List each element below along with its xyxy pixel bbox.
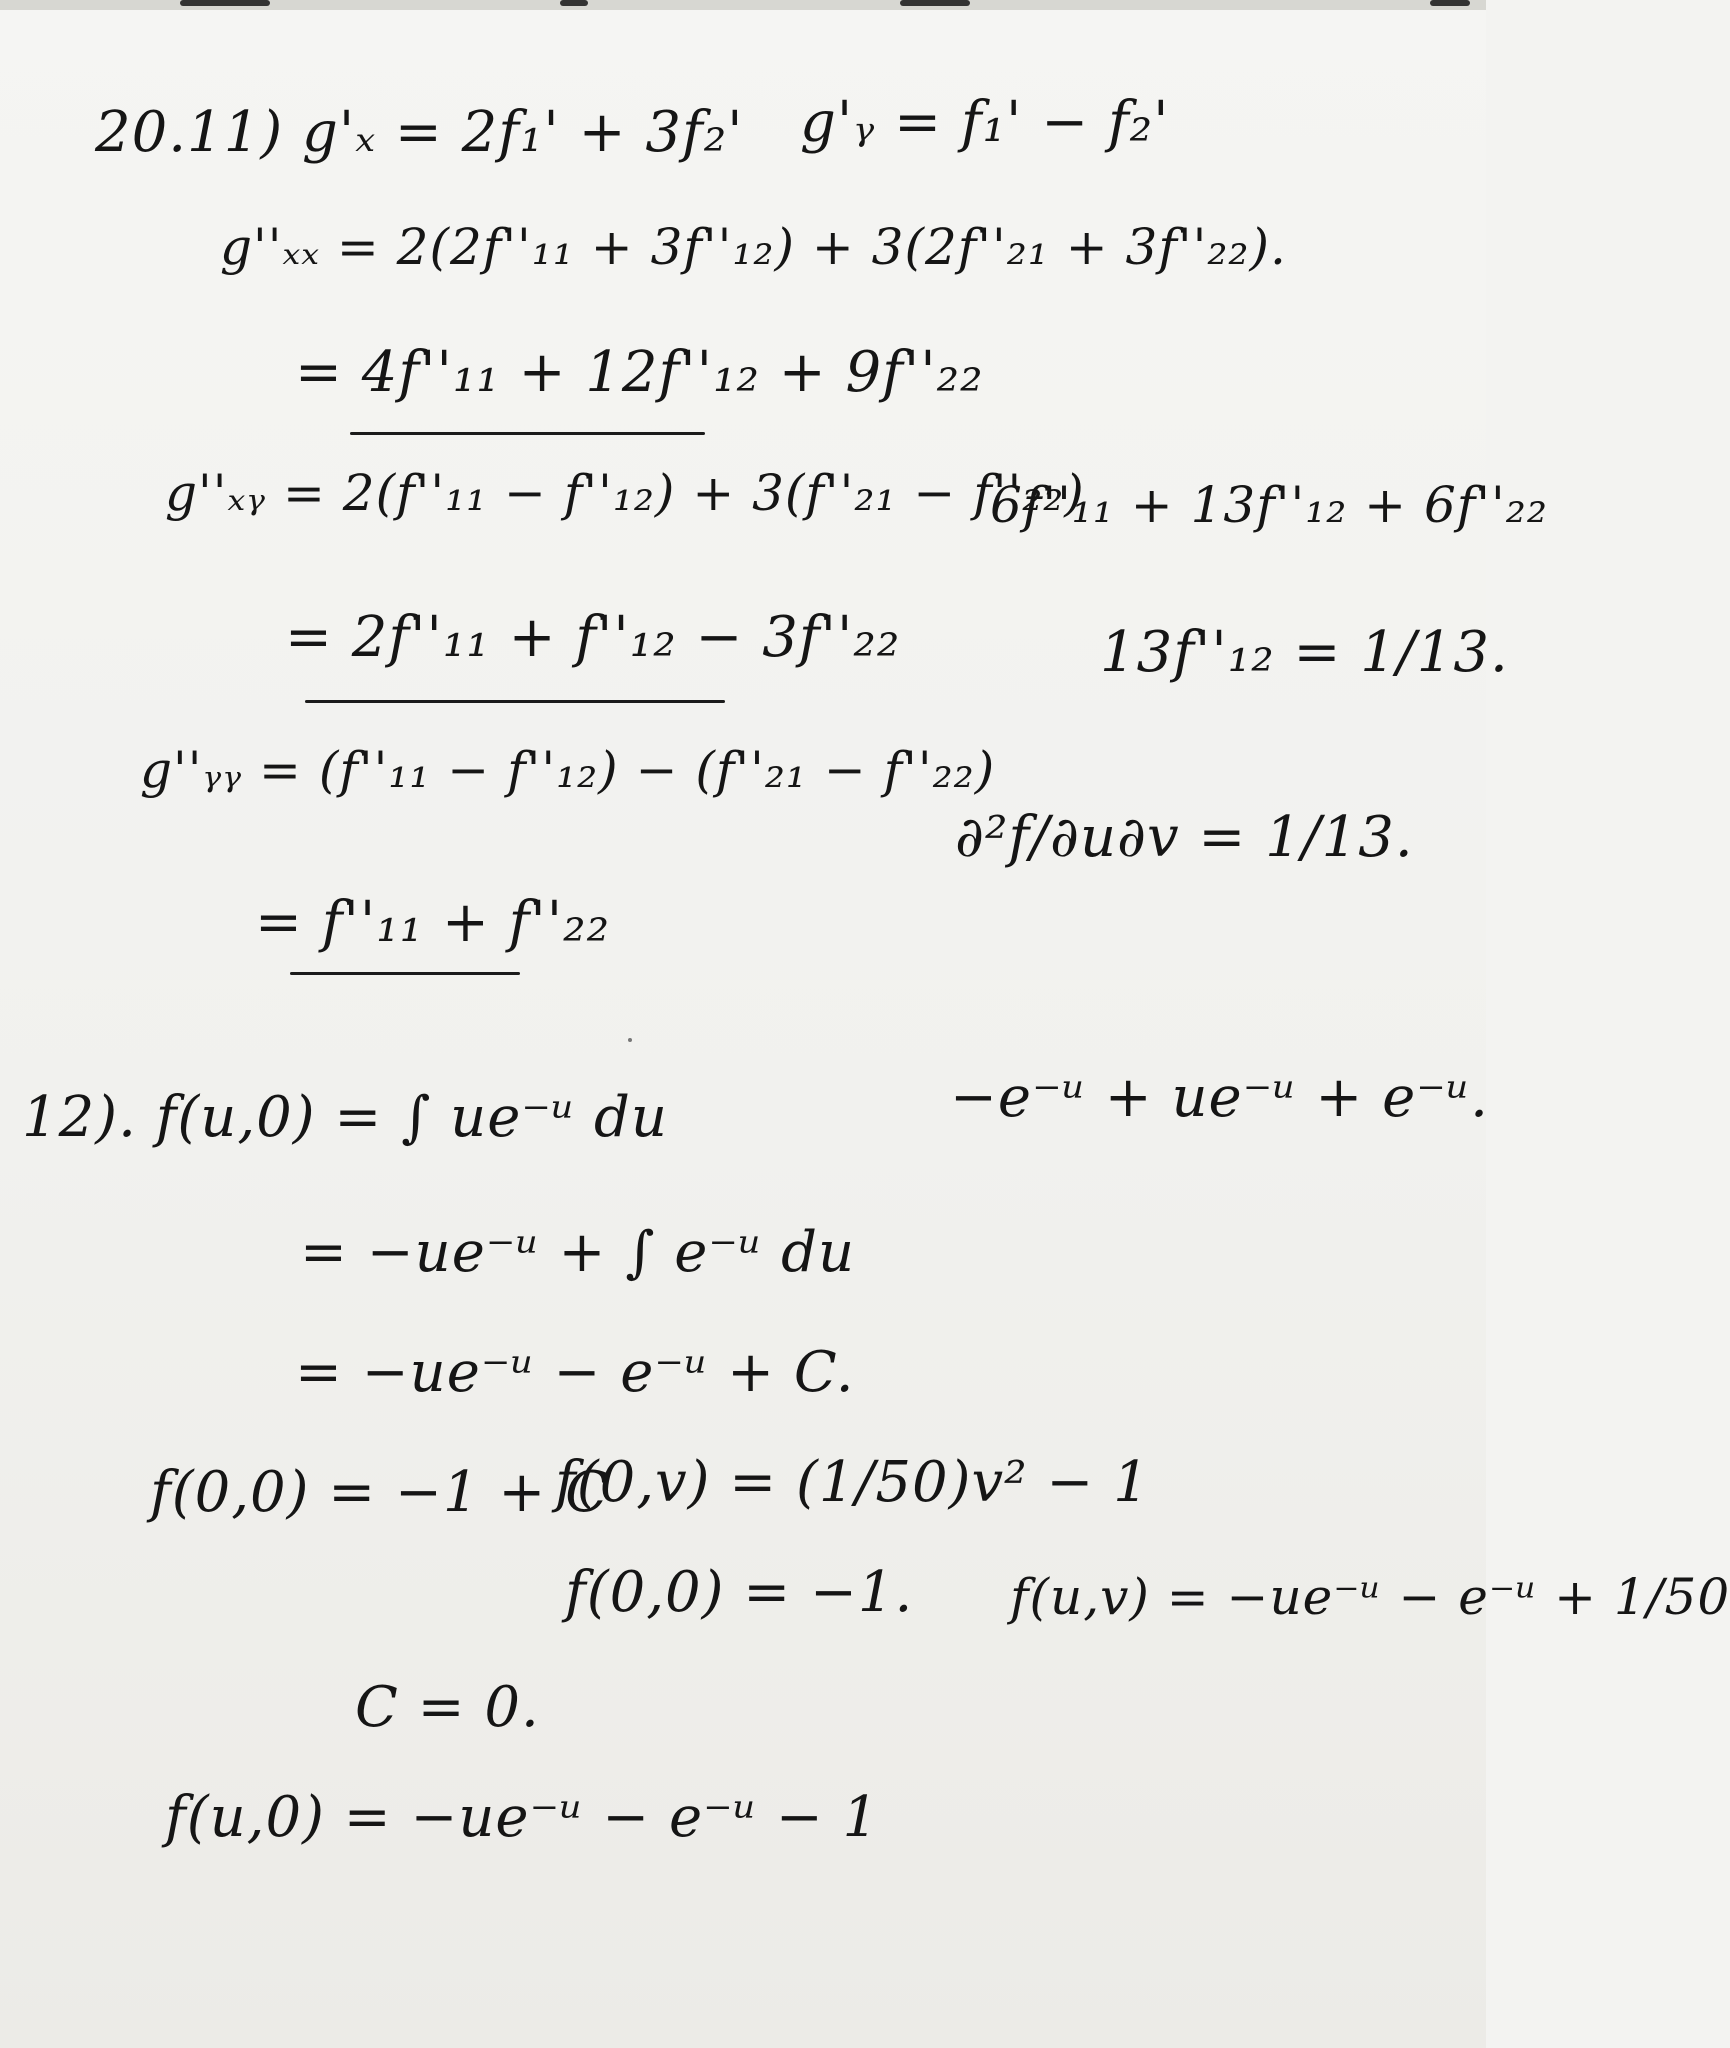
side-note-check: −e⁻ᵘ + ue⁻ᵘ + e⁻ᵘ. [950,1065,1489,1130]
final-f-u0: f(u,0) = −ue⁻ᵘ − e⁻ᵘ − 1 [165,1785,880,1850]
top-edge-ink-mark [900,0,970,6]
constant-value: C = 0. [355,1675,540,1740]
initial-condition: f(0,0) = −1 + C [150,1460,609,1525]
g-xy-result: = 2f''₁₁ + f''₁₂ − 3f''₂₂ [285,605,901,670]
side-note-f12: 13f''₁₂ = 1/13. [1100,620,1509,685]
side-note-sum: 6f''₁₁ + 13f''₁₂ + 6f''₂₂ [990,476,1548,534]
pen-dot [628,1038,632,1042]
second-derivative-g-xx: g''ₓₓ = 2(2f''₁₁ + 3f''₁₂) + 3(2f''₂₁ + 3f''₂₂). [220,218,1287,276]
side-note-mixed-partial: ∂²f/∂u∂v = 1/13. [955,805,1414,870]
second-derivative-g-xy: g''ₓᵧ = 2(f''₁₁ − f''₁₂) + 3(f''₂₁ − f''₂₂) [165,464,1085,522]
f-zero-zero: f(0,0) = −1. [565,1560,914,1625]
integration-by-parts: = −ue⁻ᵘ + ∫ e⁻ᵘ du [300,1220,856,1285]
derivative-g-y: g'ᵧ = f₁' − f₂' [800,90,1170,155]
top-edge-ink-mark [180,0,270,6]
underline-g-xy [305,700,725,703]
top-edge-ink-mark [1430,0,1470,6]
top-edge-ink-mark [560,0,588,6]
f-zero-v: f(0,v) = (1/50)v² − 1 [555,1450,1150,1515]
derivative-g-x: 20.11) g'ₓ = 2f₁' + 3f₂' [95,100,744,165]
underline-g-yy [290,972,520,975]
final-f-uv: f(u,v) = −ue⁻ᵘ − e⁻ᵘ + 1/50 [1010,1568,1730,1626]
integral-result: = −ue⁻ᵘ − e⁻ᵘ + C. [295,1340,855,1405]
g-xx-result: = 4f''₁₁ + 12f''₁₂ + 9f''₂₂ [295,340,984,405]
underline-g-xx [350,432,705,435]
g-yy-result: = f''₁₁ + f''₂₂ [255,890,611,955]
second-derivative-g-yy: g''ᵧᵧ = (f''₁₁ − f''₁₂) − (f''₂₁ − f''₂₂) [140,741,996,799]
integral-setup: 12). f(u,0) = ∫ ue⁻ᵘ du [22,1085,668,1150]
